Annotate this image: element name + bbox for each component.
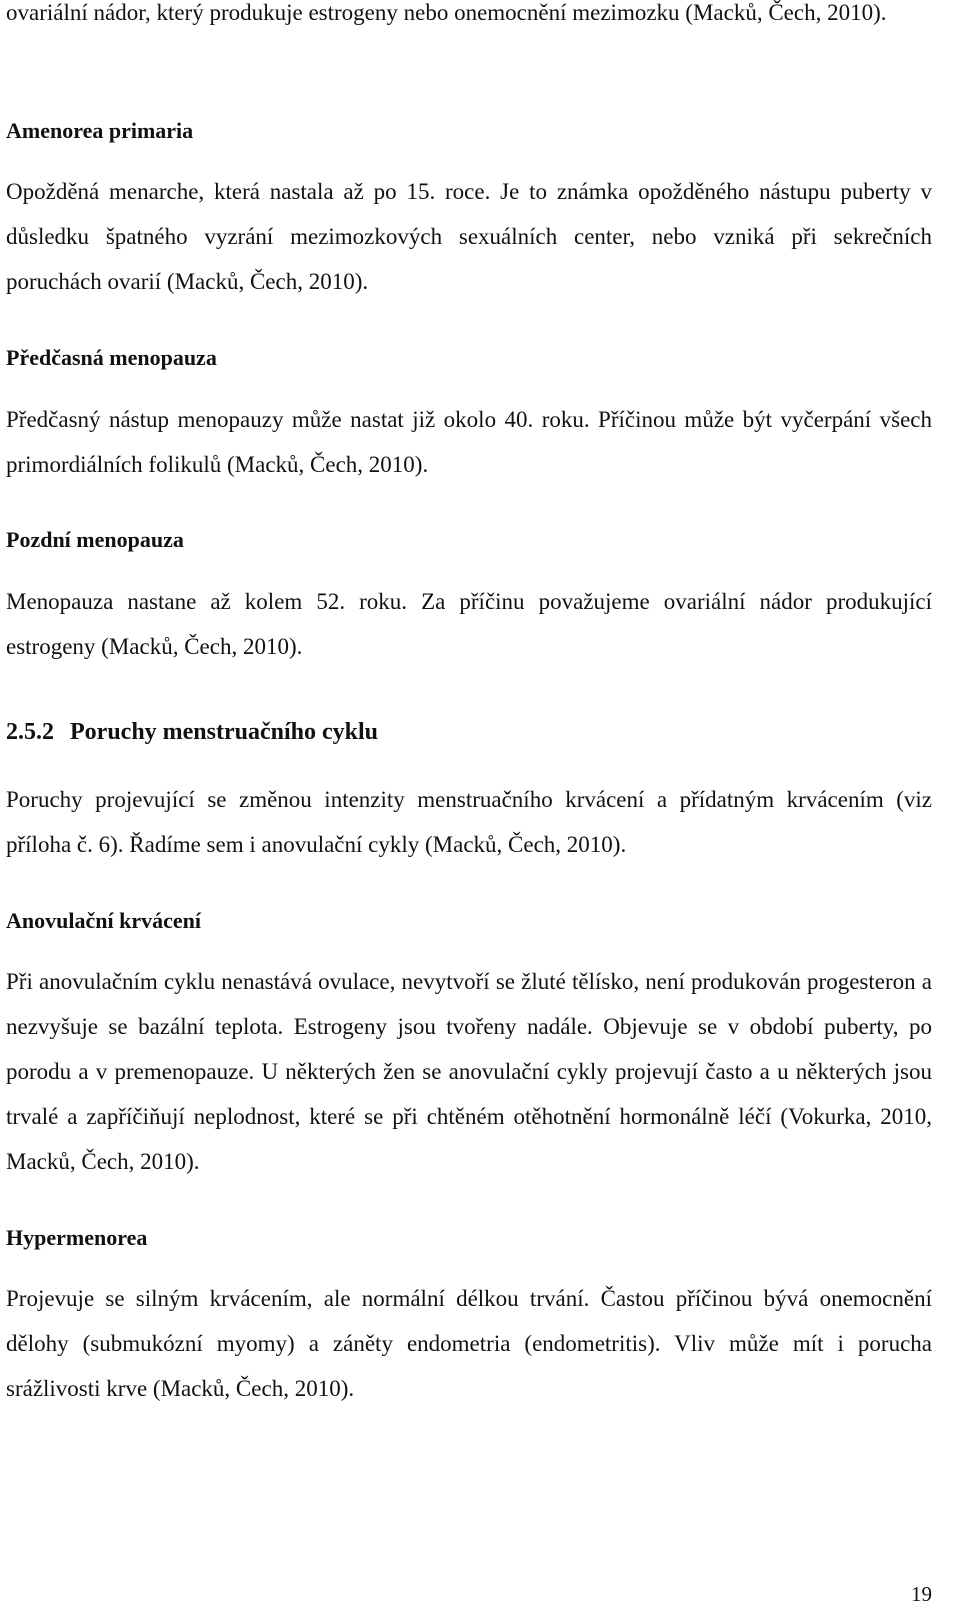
paragraph-predcasna-menopauza: Předčasný nástup menopauzy může nastat již okolo 40. roku. Příčinou může být vyčerpání všech primordiálních folikulů (Macků, Čech, 2010).: [6, 407, 932, 477]
paragraph-anovulacni-krvaceni: Při anovulačním cyklu nenastává ovulace, nevytvoří se žluté tělísko, není produkován progesteron a nezvyšuje se bazální teplota. Estrogeny jsou tvořeny nadále. Objevuje se v období puberty, po porodu a v premenopauze. U některých žen se anovulační cykly projevují často a u některých jsou trvalé a zapříčiňují neplodnost, které se při chtěném otěhotnění hormonálně léčí (Vokurka, 2010, Macků, Čech, 2010).: [6, 969, 932, 1174]
paragraph-hypermenorea: Projevuje se silným krvácením, ale normální délkou trvání. Častou příčinou bývá onemocnění dělohy (submukózní myomy) a záněty endometria (endometritis). Vliv může mít i porucha srážlivosti krve (Macků, Čech, 2010).: [6, 1286, 932, 1401]
heading-predcasna-menopauza: Předčasná menopauza: [6, 345, 217, 370]
section-number: 2.5.2: [6, 719, 54, 745]
page-number: 19: [911, 1582, 932, 1606]
paragraph-pozdni-menopauza: Menopauza nastane až kolem 52. roku. Za příčinu považujeme ovariální nádor produkující estrogeny (Macků, Čech, 2010).: [6, 589, 932, 659]
heading-anovulacni-krvaceni: Anovulační krvácení: [6, 908, 201, 933]
paragraph-amenorea-primaria: Opožděná menarche, která nastala až po 15. roce. Je to známka opožděného nástupu puberty v důsledku špatného vyzrání mezimozkových sexuálních center, nebo vzniká při sekrečních poruchách ovarií (Macků, Čech, 2010).: [6, 179, 932, 294]
heading-amenorea-primaria: Amenorea primaria: [6, 118, 194, 143]
section-title: Poruchy menstruačního cyklu: [70, 719, 379, 745]
section-heading-poruchy-cyklu: [6, 710, 378, 755]
paragraph-ovarian-tumor: ovariální nádor, který produkuje estrogeny nebo onemocnění mezimozku (Macků, Čech, 2010).: [6, 0, 887, 25]
heading-hypermenorea: Hypermenorea: [6, 1225, 148, 1250]
paragraph-poruchy-cyklu: Poruchy projevující se změnou intenzity menstruačního krvácení a přídatným krvácením (viz příloha č. 6). Řadíme sem i anovulační cykly (Macků, Čech, 2010).: [6, 787, 932, 857]
heading-pozdni-menopauza: Pozdní menopauza: [6, 527, 184, 552]
